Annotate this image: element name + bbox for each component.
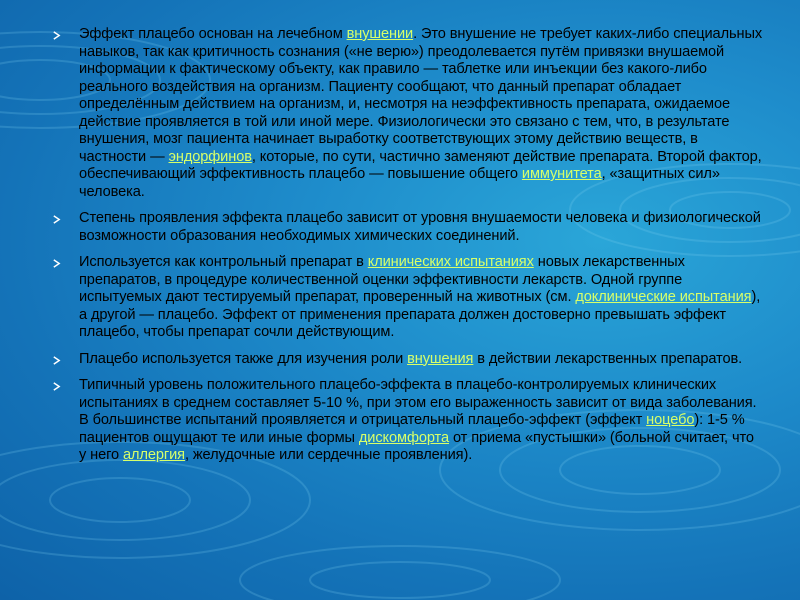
chevron-right-icon: [52, 31, 61, 40]
bullet-item: [52, 377, 764, 465]
chevron-right-icon: [52, 356, 61, 365]
hyperlink[interactable]: эндорфинов: [168, 148, 252, 165]
hyperlink[interactable]: внушении: [346, 26, 414, 42]
hyperlink[interactable]: клинических испытаниях: [367, 254, 534, 270]
bullet-text: , «защитных сил» человека.: [79, 166, 720, 200]
bullet-text: Степень проявления эффекта плацебо зависит от уровня внушаемости человека и физиологической возможности образования необходимых химических соединений.: [79, 210, 761, 244]
bullet-item: [52, 26, 764, 201]
chevron-right-icon: [52, 259, 61, 268]
chevron-right-icon: [52, 215, 61, 224]
bullet-text: от приема «пустышки» (больной считает, что у него: [79, 429, 754, 463]
hyperlink[interactable]: иммунитета: [521, 166, 602, 182]
hyperlink[interactable]: внушения: [407, 350, 474, 367]
bullet-list: [52, 26, 764, 465]
bullet-text: Эффект плацебо основан на лечебном: [79, 26, 347, 42]
bullet-text: Плацебо используется также для изучения роли: [79, 350, 408, 367]
chevron-right-icon: [52, 382, 61, 391]
bullet-text: Используется как контрольный препарат в: [79, 254, 368, 270]
bullet-text: . Это внушение не требует каких-либо специальных навыков, так как критичность сознания («не верю») преодолевается путём привязки внушаемой информации к фактическому объекту, как правило — таблетке или инъекции без какого-либо реального воздействия на организм. Пациенту сообщают, что данный препарат обладает определённым действием на организм, и, несмотря на неэффективность препарата, ожидаемое действие проявляется в той или иной мере. Физиологически это связано с тем, что, в результате внушения, мозг пациента начинает выработку соответствующих этому действию веществ, в частности —: [79, 26, 763, 165]
bullet-text: ): 1-5 % пациентов ощущают те или иные формы: [79, 412, 745, 446]
bullet-text: , которые, по сути, частично заменяют действие препарата. Второй фактор, обеспечивающий эффективность плацебо — повышение общего: [79, 148, 762, 182]
hyperlink[interactable]: аллергия: [123, 447, 185, 463]
bullet-text: в действии лекарственных препаратов.: [473, 350, 743, 367]
hyperlink[interactable]: ноцебо: [646, 412, 695, 428]
bullet-item: [52, 210, 764, 245]
hyperlink[interactable]: дискомфорта: [358, 429, 449, 446]
slide-content: [52, 26, 764, 474]
bullet-text: Типичный уровень положительного плацебо-эффекта в плацебо-контролируемых клинических испытаниях в среднем составляет 5-10 %, при этом его выраженность зависит от вида заболевания. В большинстве испытаний проявляется и отрицательный плацебо-эффект (эффект: [79, 377, 757, 428]
hyperlink[interactable]: доклинические испытания: [575, 289, 752, 305]
bullet-item: [52, 254, 764, 342]
bullet-item: [52, 351, 764, 369]
bullet-text: новых лекарственных препаратов, в процедуре количественной оценки эффективности лекарств. Одной группе испытуемых дают тестируемый препарат, проверенный на животных (см.: [79, 254, 685, 305]
bullet-text: ), а другой — плацебо. Эффект от применения препарата должен достоверно превышать эффект плацебо, чтобы препарат сочли действующим.: [79, 289, 761, 340]
bullet-text: , желудочные или сердечные проявления).: [184, 447, 473, 463]
